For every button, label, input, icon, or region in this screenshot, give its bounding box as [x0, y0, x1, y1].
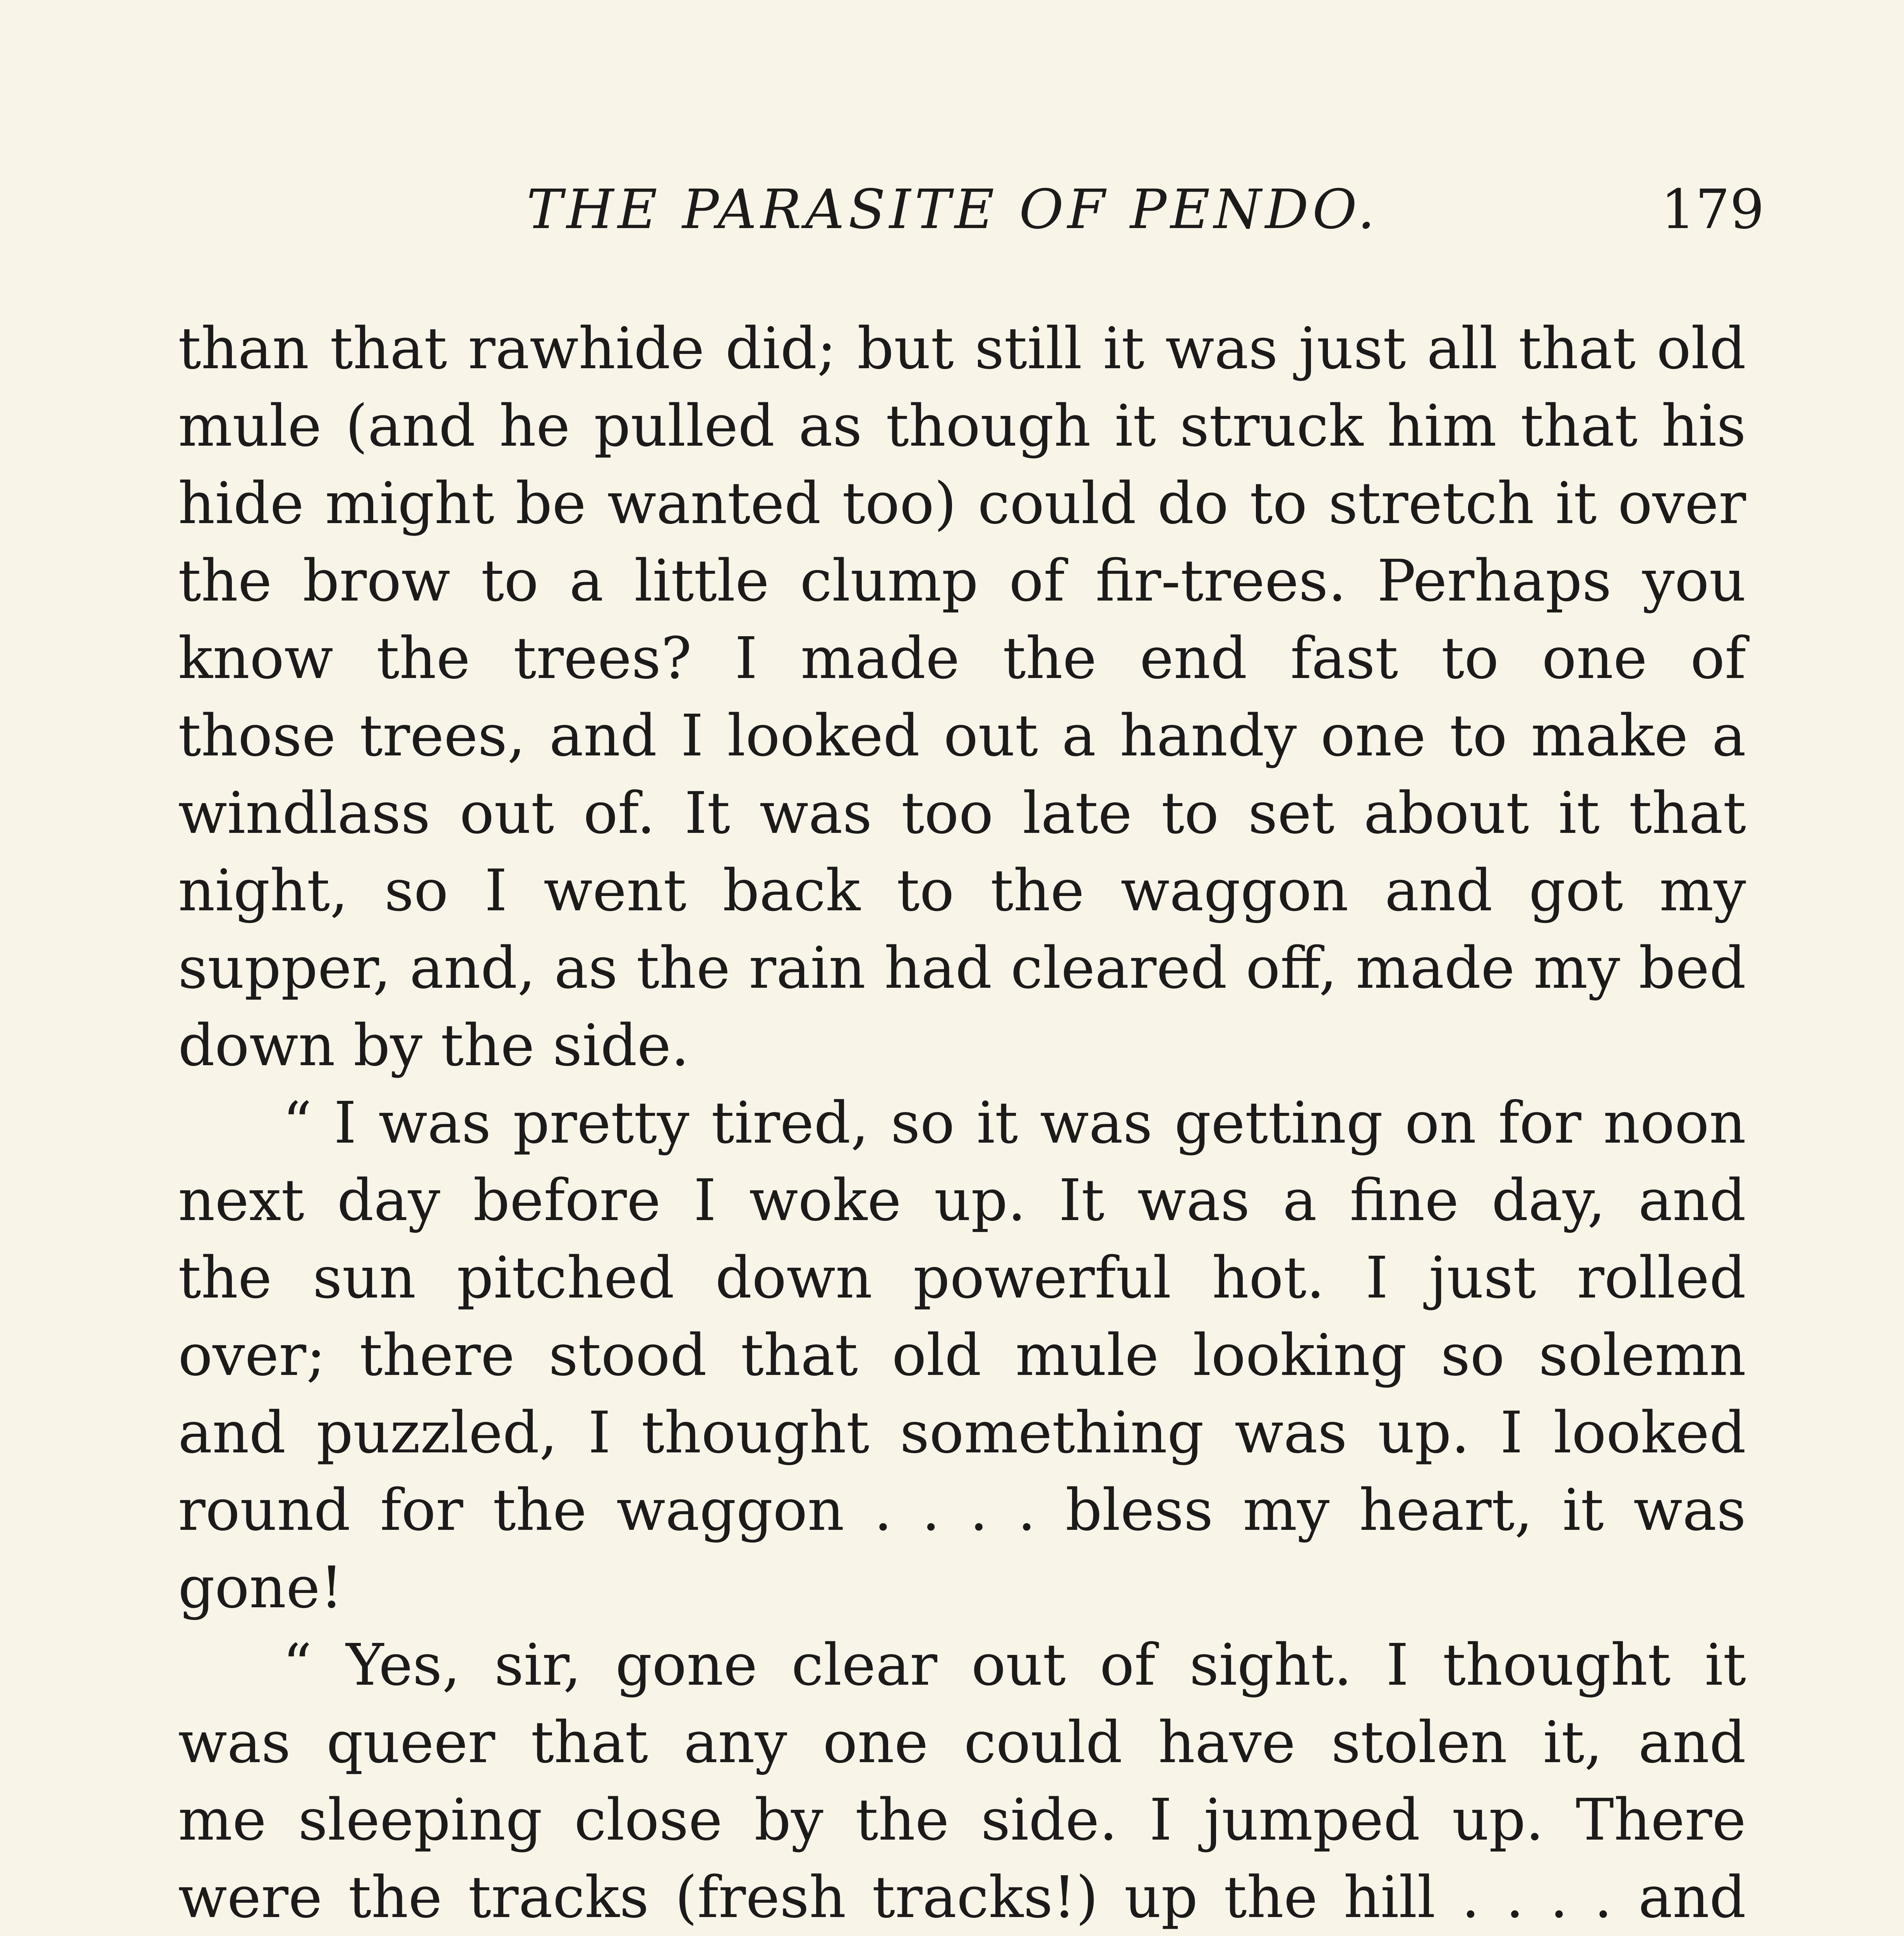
- text-line: and puzzled, I thought something was up. I looked: [178, 1399, 1746, 1466]
- text-line: than that rawhide did; but still it was just all that old: [178, 315, 1746, 382]
- text-line: windlass out of. It was too late to set about it that: [178, 780, 1746, 846]
- page-number: 179: [1661, 178, 1765, 241]
- text-line: mule (and he pulled as though it struck him that his: [178, 393, 1746, 459]
- text-line: the sun pitched down powerful hot. I just rolled: [178, 1244, 1746, 1311]
- text-line: me sleeping close by the side. I jumped up. There: [178, 1787, 1746, 1853]
- text-line: supper, and, as the rain had cleared off, made my bed: [178, 935, 1746, 1001]
- page-header: [0, 178, 1904, 263]
- text-line: next day before I woke up. It was a fine day, and: [178, 1167, 1746, 1234]
- running-head: THE PARASITE OF PENDO.: [527, 178, 1379, 241]
- text-line: “ Yes, sir, gone clear out of sight. I thought it: [283, 1632, 1746, 1698]
- text-line: was queer that any one could have stolen it, and: [178, 1709, 1746, 1776]
- text-line: over; there stood that old mule looking so solemn: [178, 1322, 1746, 1388]
- text-line: the brow to a little clump of fir-trees. Perhaps you: [178, 548, 1746, 614]
- text-line: those trees, and I looked out a handy one to make a: [178, 702, 1746, 769]
- text-line: hide might be wanted too) could do to stretch it over: [178, 470, 1746, 537]
- text-line: gone!: [178, 1554, 343, 1621]
- text-line: were the tracks (fresh tracks!) up the hill . . . . and: [178, 1864, 1746, 1931]
- text-line: “ I was pretty tired, so it was getting on for noon: [283, 1090, 1746, 1156]
- body-text: [178, 310, 1746, 1936]
- text-line: night, so I went back to the waggon and got my: [178, 857, 1746, 924]
- text-line: down by the side.: [178, 1012, 690, 1079]
- text-line: know the trees? I made the end fast to one of: [178, 625, 1746, 692]
- text-line: round for the waggon . . . . bless my heart, it was: [178, 1477, 1746, 1543]
